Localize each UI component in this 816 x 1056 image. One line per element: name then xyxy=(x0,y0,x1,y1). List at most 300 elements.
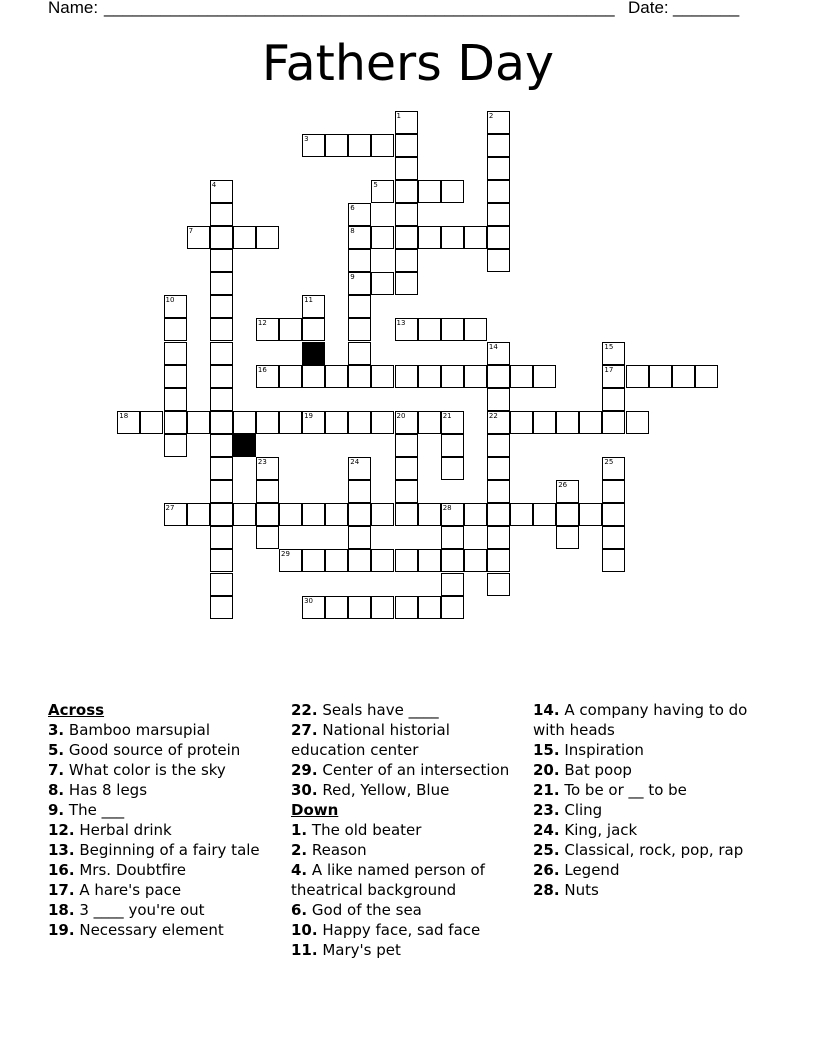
clue-item xyxy=(291,820,526,840)
clue-item-text: King, jack xyxy=(564,821,638,839)
grid-cell[interactable] xyxy=(441,318,464,341)
grid-cell[interactable] xyxy=(371,226,394,249)
across-heading: Across xyxy=(48,701,105,719)
grid-cell[interactable] xyxy=(487,480,510,503)
clue-item-number: 10. xyxy=(291,921,318,939)
clue-column-2 xyxy=(291,700,526,960)
grid-cell[interactable] xyxy=(279,318,302,341)
grid-cell[interactable] xyxy=(556,480,579,503)
clue-item-text: Center of an intersection xyxy=(322,761,510,779)
grid-cell[interactable] xyxy=(348,549,371,572)
clue-number: 27 xyxy=(165,504,175,513)
grid-cell[interactable] xyxy=(348,203,371,226)
clue-item-text: Nuts xyxy=(564,881,599,899)
grid-cell[interactable] xyxy=(371,134,394,157)
clue-item-text: The old beater xyxy=(311,821,422,839)
clue-item-text: Beginning of a fairy tale xyxy=(79,841,260,859)
clue-item-text: What color is the sky xyxy=(68,761,226,779)
grid-cell[interactable] xyxy=(395,503,418,526)
clue-item-text: A like named person of theatrical background xyxy=(291,861,485,899)
grid-cell[interactable] xyxy=(371,596,394,619)
grid-cell[interactable] xyxy=(371,503,394,526)
grid-cell[interactable] xyxy=(602,457,625,480)
grid-cell[interactable] xyxy=(371,365,394,388)
grid-cell[interactable] xyxy=(487,411,510,434)
clue-item-text: God of the sea xyxy=(311,901,422,919)
grid-cell[interactable] xyxy=(418,503,441,526)
grid-cell[interactable] xyxy=(325,134,348,157)
clue-item-text: Bamboo marsupial xyxy=(68,721,211,739)
clue-number: 5 xyxy=(373,180,378,189)
clue-item-number: 1. xyxy=(291,821,308,839)
grid-cell[interactable] xyxy=(117,411,140,434)
clue-item-text: Bat poop xyxy=(564,761,632,779)
grid-cell[interactable] xyxy=(302,411,325,434)
grid-cell[interactable] xyxy=(395,411,418,434)
grid-cell[interactable] xyxy=(441,180,464,203)
clue-item-number: 2. xyxy=(291,841,308,859)
clue-item-number: 23. xyxy=(533,801,560,819)
clue-number: 2 xyxy=(488,111,494,120)
grid-cell[interactable] xyxy=(233,503,256,526)
clue-number: 13 xyxy=(396,319,406,328)
clue-number: 29 xyxy=(281,550,290,559)
clue-item xyxy=(533,780,773,800)
clue-item-text: Classical, rock, pop, rap xyxy=(564,841,744,859)
clue-item-number: 16. xyxy=(48,861,75,879)
clue-item-text: The ___ xyxy=(68,801,125,819)
grid-cell[interactable] xyxy=(348,480,371,503)
grid-cell[interactable] xyxy=(395,365,418,388)
clue-item-number: 15. xyxy=(533,741,560,759)
grid-cell[interactable] xyxy=(464,318,487,341)
grid-cell[interactable] xyxy=(279,411,302,434)
clue-item-text: Red, Yellow, Blue xyxy=(322,781,450,799)
grid-cell[interactable] xyxy=(533,365,556,388)
grid-cell[interactable] xyxy=(695,365,718,388)
clue-item-number: 11. xyxy=(291,941,318,959)
clue-item xyxy=(48,860,283,880)
grid-cell[interactable] xyxy=(602,342,625,365)
grid-cell[interactable] xyxy=(210,573,233,596)
clue-item-text: Herbal drink xyxy=(79,821,172,839)
grid-cell[interactable] xyxy=(210,203,233,226)
grid-cell[interactable] xyxy=(487,342,510,365)
clue-item-number: 13. xyxy=(48,841,75,859)
grid-cell[interactable] xyxy=(487,249,510,272)
clue-number: 20 xyxy=(396,411,406,420)
grid-cell[interactable] xyxy=(510,365,533,388)
grid-cell[interactable] xyxy=(395,596,418,619)
clue-item xyxy=(48,760,283,780)
grid-cell[interactable] xyxy=(302,596,325,619)
clue-item-number: 20. xyxy=(533,761,560,779)
clue-item xyxy=(48,840,283,860)
clue-number: 22 xyxy=(488,411,498,420)
clue-number: 7 xyxy=(188,227,194,235)
grid-cell[interactable] xyxy=(441,596,464,619)
grid-cell[interactable] xyxy=(210,457,233,480)
grid-cell[interactable] xyxy=(164,342,187,365)
clue-item-text: Inspiration xyxy=(564,741,644,759)
clue-item xyxy=(291,780,526,800)
clue-number: 9 xyxy=(350,273,355,282)
grid-cell[interactable] xyxy=(210,480,233,503)
grid-cell[interactable] xyxy=(395,272,418,295)
clue-column-1 xyxy=(48,700,283,940)
clue-item-number: 27. xyxy=(291,721,318,739)
page-title: Fathers Day xyxy=(261,35,555,92)
grid-cell[interactable] xyxy=(279,503,302,526)
grid-cell[interactable] xyxy=(441,549,464,572)
clue-item-text: Mrs. Doubtfire xyxy=(79,861,186,879)
grid-cell[interactable] xyxy=(325,503,348,526)
grid-cell[interactable] xyxy=(279,365,302,388)
grid-cell[interactable] xyxy=(164,365,187,388)
grid-cell[interactable] xyxy=(233,411,256,434)
grid-cell[interactable] xyxy=(602,480,625,503)
grid-cell[interactable] xyxy=(418,549,441,572)
grid-cell[interactable] xyxy=(441,457,464,480)
grid-cell[interactable] xyxy=(441,365,464,388)
grid-cell[interactable] xyxy=(418,596,441,619)
clue-number: 24 xyxy=(350,458,360,466)
grid-cell[interactable] xyxy=(395,457,418,480)
grid-cell[interactable] xyxy=(533,503,556,526)
grid-cell[interactable] xyxy=(602,549,625,572)
grid-cell[interactable] xyxy=(602,411,625,434)
grid-cell[interactable] xyxy=(210,272,233,295)
clue-number: 26 xyxy=(558,481,568,490)
grid-cell[interactable] xyxy=(279,549,302,572)
grid-cell[interactable] xyxy=(187,411,210,434)
clue-item-number: 25. xyxy=(533,841,560,859)
grid-cell[interactable] xyxy=(487,526,510,549)
grid-cell[interactable] xyxy=(210,342,233,365)
grid-cell[interactable] xyxy=(164,503,187,526)
grid-cell[interactable] xyxy=(210,596,233,619)
grid-cell[interactable] xyxy=(487,226,510,249)
grid-cell[interactable] xyxy=(487,111,510,134)
grid-cell[interactable] xyxy=(602,388,625,411)
grid-cell[interactable] xyxy=(602,365,625,388)
grid-cell[interactable] xyxy=(164,411,187,434)
clue-number: 6 xyxy=(350,203,355,212)
grid-cell[interactable] xyxy=(487,549,510,572)
grid-cell[interactable] xyxy=(348,365,371,388)
grid-cell[interactable] xyxy=(210,318,233,341)
grid-cell[interactable] xyxy=(395,157,418,180)
clue-number: 21 xyxy=(442,411,452,420)
clue-item-number: 19. xyxy=(48,921,75,939)
grid-cell[interactable] xyxy=(441,503,464,526)
grid-cell[interactable] xyxy=(348,342,371,365)
grid-cell[interactable] xyxy=(418,411,441,434)
clue-item-number: 9. xyxy=(48,801,65,819)
grid-cell[interactable] xyxy=(210,365,233,388)
clue-item xyxy=(48,880,283,900)
grid-cell[interactable] xyxy=(187,226,210,249)
grid-cell[interactable] xyxy=(487,457,510,480)
grid-cell[interactable] xyxy=(348,249,371,272)
grid-cell[interactable] xyxy=(395,226,418,249)
clue-item-number: 6. xyxy=(291,901,308,919)
black-square xyxy=(233,434,256,457)
clue-item xyxy=(48,740,283,760)
grid-cell[interactable] xyxy=(371,272,394,295)
clue-item xyxy=(291,920,526,940)
clue-item xyxy=(48,800,283,820)
grid-cell[interactable] xyxy=(210,549,233,572)
clue-item xyxy=(291,860,526,900)
grid-cell[interactable] xyxy=(487,203,510,226)
grid-cell[interactable] xyxy=(441,573,464,596)
grid-cell[interactable] xyxy=(348,134,371,157)
grid-cell[interactable] xyxy=(210,503,233,526)
black-square xyxy=(302,342,325,365)
clue-item-text: 3 ____ you're out xyxy=(79,901,205,919)
clue-item xyxy=(291,720,526,760)
grid-cell[interactable] xyxy=(164,295,187,318)
grid-cell[interactable] xyxy=(487,180,510,203)
grid-cell[interactable] xyxy=(348,596,371,619)
clue-item-text: National historial education center xyxy=(291,721,450,759)
grid-cell[interactable] xyxy=(164,318,187,341)
clue-item xyxy=(48,780,283,800)
clue-item-number: 18. xyxy=(48,901,75,919)
clue-number: 10 xyxy=(165,296,175,305)
grid-cell[interactable] xyxy=(464,549,487,572)
grid-cell[interactable] xyxy=(371,549,394,572)
name-label: Name: xyxy=(48,0,99,17)
clue-item-text: Happy face, sad face xyxy=(322,921,481,939)
clue-number: 8 xyxy=(350,227,355,235)
grid-cell[interactable] xyxy=(487,573,510,596)
grid-cell[interactable] xyxy=(626,365,649,388)
clue-item xyxy=(48,820,283,840)
clue-item xyxy=(291,840,526,860)
clue-item-number: 21. xyxy=(533,781,560,799)
grid-cell[interactable] xyxy=(395,480,418,503)
clue-item-number: 22. xyxy=(291,701,318,719)
grid-cell[interactable] xyxy=(210,411,233,434)
grid-cell[interactable] xyxy=(487,388,510,411)
clue-item-number: 8. xyxy=(48,781,65,799)
clue-item xyxy=(533,820,773,840)
clue-item xyxy=(533,840,773,860)
grid-cell[interactable] xyxy=(556,503,579,526)
clue-item xyxy=(291,900,526,920)
grid-cell[interactable] xyxy=(556,411,579,434)
clue-item xyxy=(291,700,526,720)
grid-cell[interactable] xyxy=(302,318,325,341)
grid-cell[interactable] xyxy=(441,226,464,249)
grid-cell[interactable] xyxy=(464,503,487,526)
grid-cell[interactable] xyxy=(626,411,649,434)
grid-cell[interactable] xyxy=(233,226,256,249)
grid-cell[interactable] xyxy=(672,365,695,388)
grid-cell[interactable] xyxy=(302,295,325,318)
clue-item-text: A company having to do with heads xyxy=(533,701,748,739)
grid-cell[interactable] xyxy=(533,411,556,434)
grid-cell[interactable] xyxy=(395,549,418,572)
grid-cell[interactable] xyxy=(348,272,371,295)
grid-cell[interactable] xyxy=(395,203,418,226)
grid-cell[interactable] xyxy=(164,434,187,457)
clue-number: 18 xyxy=(119,411,129,420)
clue-number: 12 xyxy=(257,319,267,328)
grid-cell[interactable] xyxy=(325,365,348,388)
clue-item xyxy=(533,860,773,880)
clue-item xyxy=(533,800,773,820)
grid-cell[interactable] xyxy=(487,434,510,457)
clue-item-text: To be or __ to be xyxy=(564,781,687,799)
clue-item-number: 24. xyxy=(533,821,560,839)
clue-number: 30 xyxy=(304,596,314,605)
grid-cell[interactable] xyxy=(302,549,325,572)
grid-cell[interactable] xyxy=(487,157,510,180)
grid-cell[interactable] xyxy=(395,249,418,272)
grid-cell[interactable] xyxy=(602,503,625,526)
clue-item-text: Seals have ____ xyxy=(322,701,439,719)
grid-cell[interactable] xyxy=(164,388,187,411)
grid-cell[interactable] xyxy=(210,434,233,457)
grid-cell[interactable] xyxy=(395,434,418,457)
clue-item-text: Necessary element xyxy=(79,921,224,939)
grid-cell[interactable] xyxy=(256,318,279,341)
grid-cell[interactable] xyxy=(348,411,371,434)
grid-cell[interactable] xyxy=(579,503,602,526)
date-line[interactable]: _______ xyxy=(673,0,740,17)
grid-cell[interactable] xyxy=(602,526,625,549)
clue-item-number: 30. xyxy=(291,781,318,799)
grid-cell[interactable] xyxy=(395,111,418,134)
down-heading: Down xyxy=(291,801,339,819)
grid-cell[interactable] xyxy=(210,388,233,411)
clue-item xyxy=(48,920,283,940)
clue-column-3 xyxy=(533,700,773,900)
grid-cell[interactable] xyxy=(302,503,325,526)
clue-item-number: 12. xyxy=(48,821,75,839)
grid-cell[interactable] xyxy=(556,526,579,549)
grid-cell[interactable] xyxy=(464,365,487,388)
clue-number: 4 xyxy=(211,180,217,189)
grid-cell[interactable] xyxy=(210,226,233,249)
clue-item-text: Reason xyxy=(311,841,367,859)
clue-item-text: Legend xyxy=(564,861,620,879)
grid-cell[interactable] xyxy=(487,134,510,157)
clue-item-text: Cling xyxy=(564,801,603,819)
clue-item xyxy=(533,760,773,780)
clue-item-number: 26. xyxy=(533,861,560,879)
grid-cell[interactable] xyxy=(210,526,233,549)
grid-cell[interactable] xyxy=(325,549,348,572)
grid-cell[interactable] xyxy=(395,180,418,203)
clue-item-text: Has 8 legs xyxy=(68,781,148,799)
clue-item xyxy=(533,880,773,900)
grid-cell[interactable] xyxy=(256,457,279,480)
clue-number: 1 xyxy=(396,111,401,120)
grid-cell[interactable] xyxy=(371,411,394,434)
grid-cell[interactable] xyxy=(395,318,418,341)
grid-cell[interactable] xyxy=(210,249,233,272)
clue-item xyxy=(533,700,773,740)
date-label: Date: xyxy=(628,0,669,17)
grid-cell[interactable] xyxy=(256,480,279,503)
clue-item-number: 4. xyxy=(291,861,308,879)
clue-item-text: Mary's pet xyxy=(322,941,401,959)
clue-item-number: 28. xyxy=(533,881,560,899)
grid-cell[interactable] xyxy=(187,503,210,526)
clue-item-number: 14. xyxy=(533,701,560,719)
clue-item-text: A hare's pace xyxy=(79,881,182,899)
grid-cell[interactable] xyxy=(418,226,441,249)
grid-cell[interactable] xyxy=(510,503,533,526)
grid-cell[interactable] xyxy=(325,411,348,434)
name-line[interactable]: ______________________________________________________ xyxy=(104,0,615,17)
grid-cell[interactable] xyxy=(418,180,441,203)
grid-cell[interactable] xyxy=(371,180,394,203)
grid-cell[interactable] xyxy=(649,365,672,388)
grid-cell[interactable] xyxy=(256,526,279,549)
clue-item xyxy=(291,940,526,960)
grid-cell[interactable] xyxy=(441,526,464,549)
grid-cell[interactable] xyxy=(510,411,533,434)
clue-number: 23 xyxy=(257,458,267,466)
grid-cell[interactable] xyxy=(348,526,371,549)
grid-cell[interactable] xyxy=(140,411,163,434)
grid-cell[interactable] xyxy=(302,134,325,157)
grid-cell[interactable] xyxy=(441,411,464,434)
clue-item-text: Good source of protein xyxy=(68,741,241,759)
grid-cell[interactable] xyxy=(348,457,371,480)
grid-cell[interactable] xyxy=(579,411,602,434)
clue-item xyxy=(291,760,526,780)
grid-cell[interactable] xyxy=(210,295,233,318)
clue-item-number: 17. xyxy=(48,881,75,899)
grid-cell[interactable] xyxy=(256,365,279,388)
grid-cell[interactable] xyxy=(348,295,371,318)
grid-cell[interactable] xyxy=(395,134,418,157)
grid-cell[interactable] xyxy=(348,226,371,249)
grid-cell[interactable] xyxy=(348,503,371,526)
clue-item-number: 7. xyxy=(48,761,65,779)
clue-number: 25 xyxy=(604,458,614,466)
clue-number: 16 xyxy=(257,365,267,374)
clue-item-number: 5. xyxy=(48,741,65,759)
clue-number: 19 xyxy=(304,411,314,420)
clue-item xyxy=(48,720,283,740)
grid-cell[interactable] xyxy=(487,365,510,388)
grid-cell[interactable] xyxy=(256,503,279,526)
grid-cell[interactable] xyxy=(418,365,441,388)
grid-cell[interactable] xyxy=(325,596,348,619)
clue-number: 11 xyxy=(304,296,314,305)
clue-item xyxy=(48,900,283,920)
clue-number: 28 xyxy=(442,504,452,513)
grid-cell[interactable] xyxy=(441,434,464,457)
grid-cell[interactable] xyxy=(418,318,441,341)
grid-cell[interactable] xyxy=(302,365,325,388)
grid-cell[interactable] xyxy=(256,226,279,249)
grid-cell[interactable] xyxy=(210,180,233,203)
grid-cell[interactable] xyxy=(487,503,510,526)
grid-cell[interactable] xyxy=(348,318,371,341)
clue-number: 14 xyxy=(488,342,498,351)
clue-item xyxy=(533,740,773,760)
grid-cell[interactable] xyxy=(464,226,487,249)
grid-cell[interactable] xyxy=(256,411,279,434)
